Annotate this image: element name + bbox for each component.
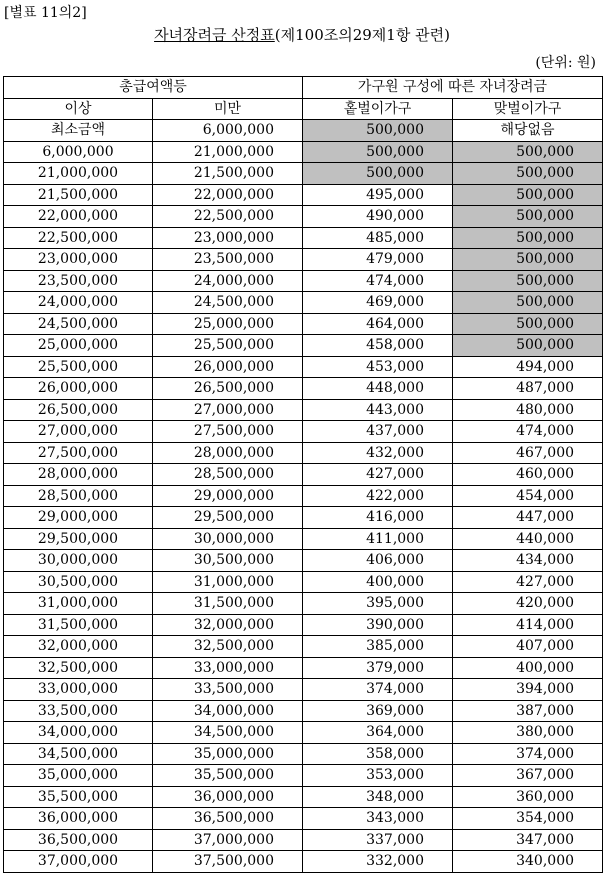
income-min-cell: 27,000,000	[4, 421, 153, 443]
income-min-cell: 24,000,000	[4, 292, 153, 314]
dual-earner-cell: 414,000	[453, 614, 603, 636]
table-row	[4, 743, 603, 765]
income-max-cell: 25,500,000	[153, 335, 303, 357]
table-row	[4, 614, 603, 636]
table-row	[4, 829, 603, 851]
header-dual-earner: 맞벌이가구	[453, 98, 603, 120]
single-earner-cell: 490,000	[303, 206, 453, 228]
table-row	[4, 528, 603, 550]
dual-earner-cell: 340,000	[453, 851, 603, 873]
table-row	[4, 464, 603, 486]
income-min-cell: 35,000,000	[4, 765, 153, 787]
allowance-table	[3, 76, 603, 873]
header-min: 이상	[4, 98, 153, 120]
table-row	[4, 550, 603, 572]
table-row	[4, 636, 603, 658]
income-max-cell: 24,500,000	[153, 292, 303, 314]
income-max-cell: 31,000,000	[153, 571, 303, 593]
single-earner-cell: 500,000	[303, 163, 453, 185]
income-max-cell: 26,000,000	[153, 356, 303, 378]
income-min-cell: 25,500,000	[4, 356, 153, 378]
table-row	[4, 765, 603, 787]
income-min-cell: 26,000,000	[4, 378, 153, 400]
dual-earner-cell: 367,000	[453, 765, 603, 787]
single-earner-cell: 358,000	[303, 743, 453, 765]
table-row	[4, 184, 603, 206]
table-row	[4, 700, 603, 722]
table-row	[4, 442, 603, 464]
income-max-cell: 32,500,000	[153, 636, 303, 658]
page-title	[0, 24, 604, 45]
single-earner-cell: 374,000	[303, 679, 453, 701]
income-max-cell: 34,000,000	[153, 700, 303, 722]
header-allowance-by-household: 가구원 구성에 따른 자녀장려금	[303, 77, 603, 99]
dual-earner-cell: 500,000	[453, 335, 603, 357]
income-max-cell: 30,500,000	[153, 550, 303, 572]
dual-earner-cell: 454,000	[453, 485, 603, 507]
dual-earner-cell: 347,000	[453, 829, 603, 851]
dual-earner-cell: 467,000	[453, 442, 603, 464]
income-max-cell: 37,000,000	[153, 829, 303, 851]
dual-earner-cell: 500,000	[453, 206, 603, 228]
income-max-cell: 28,000,000	[153, 442, 303, 464]
dual-earner-cell: 420,000	[453, 593, 603, 615]
income-max-cell: 24,000,000	[153, 270, 303, 292]
income-max-cell: 29,000,000	[153, 485, 303, 507]
dual-earner-cell: 380,000	[453, 722, 603, 744]
income-max-cell: 6,000,000	[153, 120, 303, 142]
income-min-cell: 34,000,000	[4, 722, 153, 744]
table-row	[4, 786, 603, 808]
table-row	[4, 378, 603, 400]
dual-earner-cell: 487,000	[453, 378, 603, 400]
income-min-cell: 36,500,000	[4, 829, 153, 851]
income-min-cell: 26,500,000	[4, 399, 153, 421]
table-row	[4, 120, 603, 142]
table-row	[4, 313, 603, 335]
income-max-cell: 35,000,000	[153, 743, 303, 765]
single-earner-cell: 448,000	[303, 378, 453, 400]
single-earner-cell: 348,000	[303, 786, 453, 808]
single-earner-cell: 427,000	[303, 464, 453, 486]
single-earner-cell: 432,000	[303, 442, 453, 464]
table-row	[4, 399, 603, 421]
income-min-cell: 28,500,000	[4, 485, 153, 507]
dual-earner-cell: 494,000	[453, 356, 603, 378]
single-earner-cell: 500,000	[303, 141, 453, 163]
single-earner-cell: 474,000	[303, 270, 453, 292]
table-row	[4, 571, 603, 593]
single-earner-cell: 458,000	[303, 335, 453, 357]
income-min-cell: 29,000,000	[4, 507, 153, 529]
single-earner-cell: 337,000	[303, 829, 453, 851]
single-earner-cell: 416,000	[303, 507, 453, 529]
dual-earner-cell: 500,000	[453, 163, 603, 185]
table-row	[4, 808, 603, 830]
income-min-cell: 22,000,000	[4, 206, 153, 228]
single-earner-cell: 485,000	[303, 227, 453, 249]
dual-earner-cell: 374,000	[453, 743, 603, 765]
income-max-cell: 23,000,000	[153, 227, 303, 249]
income-max-cell: 27,000,000	[153, 399, 303, 421]
dual-earner-cell: 500,000	[453, 270, 603, 292]
table-row	[4, 507, 603, 529]
income-max-cell: 22,000,000	[153, 184, 303, 206]
table-row	[4, 593, 603, 615]
table-row	[4, 356, 603, 378]
income-max-cell: 30,000,000	[153, 528, 303, 550]
single-earner-cell: 443,000	[303, 399, 453, 421]
dual-earner-cell: 360,000	[453, 786, 603, 808]
single-earner-cell: 437,000	[303, 421, 453, 443]
income-max-cell: 33,000,000	[153, 657, 303, 679]
annex-label: [별표 11의2]	[4, 5, 87, 21]
title-main: 자녀장려금 산정표	[154, 26, 275, 44]
table-row	[4, 657, 603, 679]
table-row	[4, 679, 603, 701]
single-earner-cell: 369,000	[303, 700, 453, 722]
income-min-cell: 36,000,000	[4, 808, 153, 830]
income-min-cell: 37,000,000	[4, 851, 153, 873]
income-min-cell: 31,000,000	[4, 593, 153, 615]
dual-earner-cell: 500,000	[453, 249, 603, 271]
header-single-earner: 홑벌이가구	[303, 98, 453, 120]
single-earner-cell: 353,000	[303, 765, 453, 787]
single-earner-cell: 453,000	[303, 356, 453, 378]
income-min-cell: 30,000,000	[4, 550, 153, 572]
table-row	[4, 851, 603, 873]
dual-earner-cell: 500,000	[453, 313, 603, 335]
income-max-cell: 27,500,000	[153, 421, 303, 443]
income-min-cell: 6,000,000	[4, 141, 153, 163]
income-min-cell: 31,500,000	[4, 614, 153, 636]
dual-earner-cell: 407,000	[453, 636, 603, 658]
income-min-cell: 21,500,000	[4, 184, 153, 206]
income-min-cell: 29,500,000	[4, 528, 153, 550]
single-earner-cell: 332,000	[303, 851, 453, 873]
single-earner-cell: 364,000	[303, 722, 453, 744]
income-max-cell: 21,000,000	[153, 141, 303, 163]
single-earner-cell: 395,000	[303, 593, 453, 615]
income-min-cell: 33,000,000	[4, 679, 153, 701]
dual-earner-cell: 500,000	[453, 292, 603, 314]
dual-earner-cell: 447,000	[453, 507, 603, 529]
dual-earner-cell: 400,000	[453, 657, 603, 679]
table-row	[4, 485, 603, 507]
income-max-cell: 29,500,000	[153, 507, 303, 529]
dual-earner-cell: 394,000	[453, 679, 603, 701]
income-max-cell: 25,000,000	[153, 313, 303, 335]
dual-earner-cell: 434,000	[453, 550, 603, 572]
single-earner-cell: 390,000	[303, 614, 453, 636]
single-earner-cell: 385,000	[303, 636, 453, 658]
single-earner-cell: 479,000	[303, 249, 453, 271]
table-row	[4, 249, 603, 271]
income-max-cell: 22,500,000	[153, 206, 303, 228]
single-earner-cell: 495,000	[303, 184, 453, 206]
dual-earner-cell: 500,000	[453, 141, 603, 163]
income-min-cell: 27,500,000	[4, 442, 153, 464]
title-reference: (제100조의29제1항 관련)	[274, 26, 450, 44]
table-row	[4, 163, 603, 185]
table-body	[4, 120, 603, 873]
income-max-cell: 21,500,000	[153, 163, 303, 185]
dual-earner-cell: 500,000	[453, 227, 603, 249]
dual-earner-cell: 460,000	[453, 464, 603, 486]
single-earner-cell: 422,000	[303, 485, 453, 507]
income-max-cell: 32,000,000	[153, 614, 303, 636]
dual-earner-cell: 480,000	[453, 399, 603, 421]
income-max-cell: 37,500,000	[153, 851, 303, 873]
income-max-cell: 26,500,000	[153, 378, 303, 400]
income-max-cell: 36,000,000	[153, 786, 303, 808]
single-earner-cell: 411,000	[303, 528, 453, 550]
table-row	[4, 421, 603, 443]
table-row	[4, 722, 603, 744]
single-earner-cell: 500,000	[303, 120, 453, 142]
income-min-cell: 32,000,000	[4, 636, 153, 658]
income-min-cell: 22,500,000	[4, 227, 153, 249]
income-max-cell: 35,500,000	[153, 765, 303, 787]
income-min-cell: 34,500,000	[4, 743, 153, 765]
income-min-cell: 23,500,000	[4, 270, 153, 292]
single-earner-cell: 343,000	[303, 808, 453, 830]
dual-earner-cell: 427,000	[453, 571, 603, 593]
table-row	[4, 335, 603, 357]
income-max-cell: 23,500,000	[153, 249, 303, 271]
dual-earner-cell: 500,000	[453, 184, 603, 206]
dual-earner-cell: 440,000	[453, 528, 603, 550]
income-min-cell: 30,500,000	[4, 571, 153, 593]
table-row	[4, 206, 603, 228]
income-min-cell: 24,500,000	[4, 313, 153, 335]
dual-earner-cell: 해당없음	[453, 120, 603, 142]
table-row	[4, 270, 603, 292]
income-min-cell: 최소금액	[4, 120, 153, 142]
single-earner-cell: 469,000	[303, 292, 453, 314]
income-max-cell: 31,500,000	[153, 593, 303, 615]
income-max-cell: 34,500,000	[153, 722, 303, 744]
income-min-cell: 25,000,000	[4, 335, 153, 357]
income-min-cell: 35,500,000	[4, 786, 153, 808]
income-min-cell: 28,000,000	[4, 464, 153, 486]
dual-earner-cell: 354,000	[453, 808, 603, 830]
header-column-row	[4, 98, 603, 120]
income-min-cell: 23,000,000	[4, 249, 153, 271]
income-max-cell: 28,500,000	[153, 464, 303, 486]
single-earner-cell: 464,000	[303, 313, 453, 335]
income-min-cell: 32,500,000	[4, 657, 153, 679]
header-total-income: 총급여액등	[4, 77, 303, 99]
income-min-cell: 33,500,000	[4, 700, 153, 722]
income-min-cell: 21,000,000	[4, 163, 153, 185]
single-earner-cell: 379,000	[303, 657, 453, 679]
single-earner-cell: 400,000	[303, 571, 453, 593]
income-max-cell: 36,500,000	[153, 808, 303, 830]
header-group-row	[4, 77, 603, 99]
table-row	[4, 141, 603, 163]
unit-label: (단위: 원)	[535, 55, 596, 71]
dual-earner-cell: 387,000	[453, 700, 603, 722]
header-max: 미만	[153, 98, 303, 120]
dual-earner-cell: 474,000	[453, 421, 603, 443]
table-row	[4, 227, 603, 249]
income-max-cell: 33,500,000	[153, 679, 303, 701]
single-earner-cell: 406,000	[303, 550, 453, 572]
table-row	[4, 292, 603, 314]
